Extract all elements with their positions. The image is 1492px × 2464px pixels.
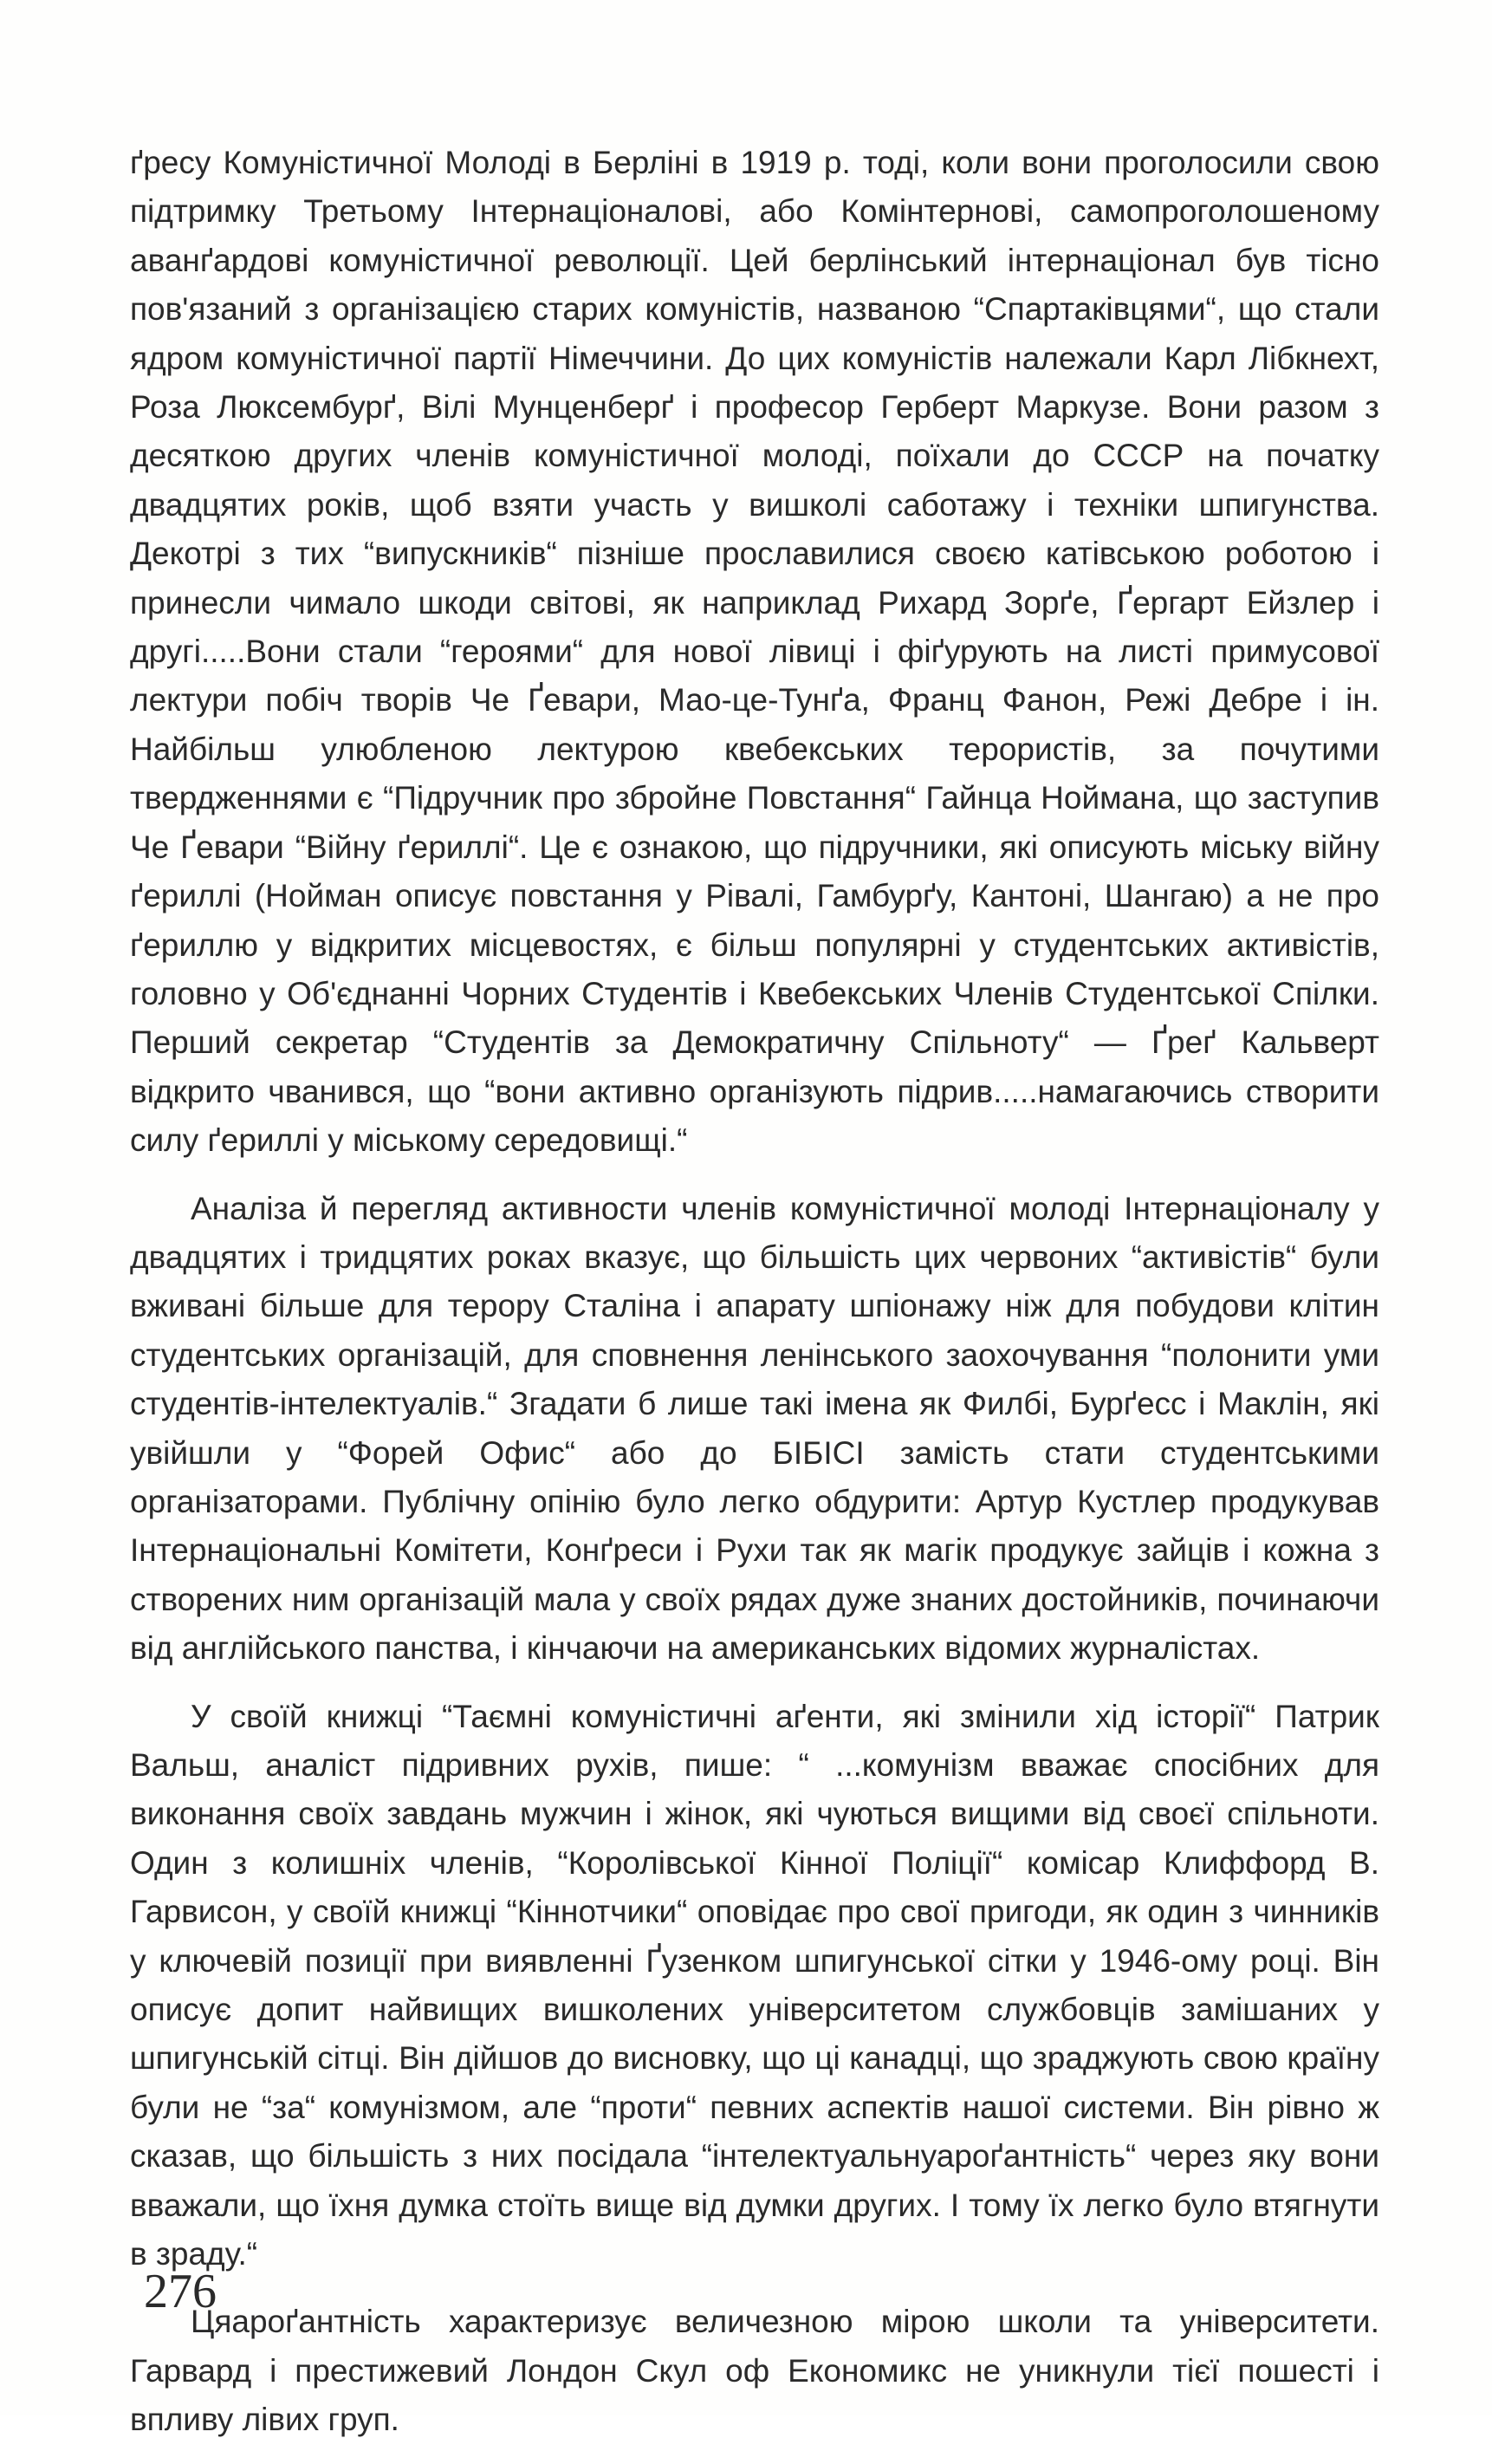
paragraph-2: Аналіза й перегляд активности членів комуністичної молоді Інтернаціоналу у двадцятих і тридцятих роках вказує, що більшість цих червоних “активістів“ були вживані більше для терору Сталіна і апарату шпіонажу ніж для побудови клітин студентських організацій, для сповнення ленінського заохочування “полонити уми студентів-інтелектуалів.“ Згадати б лише такі імена як Филбі, Бурґесс і Маклін, які увійшли у “Форей Офис“ або до БІБІСІ замість стати студентськими організаторами. Публічну опінію було легко обдурити: Артур Кустлер продукував Інтернаціональні Комітети, Конґреси і Рухи так як магік продукує зайців і кожна з створених ним організацій мала у своїх рядах дуже знаних достойників, починаючи від англійського панства, і кінчаючи на американських відомих журналістах. [130,1190,1379,1667]
paragraph-3: У своїй книжці “Таємні комуністичні аґенти, які змінили хід історії“ Патрик Вальш, аналіст підривних рухів, пише: “ ...комунізм вважає спосібних для виконання своїх завдань мужчин і жінок, які чуються вищими від своєї спільноти. Один з колишніх членів, “Королівської Кінної Поліції“ комісар Клиффорд В. Гарвисон, у своїй книжці “Кіннотчики“ оповідає про свої пригоди, як один з чинників у ключевій позиції при виявленні Ґузенком шпигунської сітки у 1946-ому році. Він описує допит найвищих вишколених університетом службовців замішаних у шпигунській сітці. Він дійшов до висновку, що ці канадці, що зраджують свою країну були не “за“ комунізмом, але “проти“ певних аспектів нашої системи. Він рівно ж сказав, що більшість з них посідала “інтелектуальнуароґантність“ через яку вони вважали, що їхня думка стоїть вище від думки других. І тому їх легко було втягнути в зраду.“ [130,1698,1379,2272]
paragraph-1: ґресу Комуністичної Молоді в Берліні в 1919 р. тоді, коли вони проголосили свою підтримку Третьому Інтернаціоналові, або Комінтернові, самопроголошеному аванґардові комуністичної революції. Цей берлінський інтернаціонал був тісно пов'язаний з організацією старих комуністів, названою “Спартаківцями“, що стали ядром комуністичної партії Німеччини. До цих комуністів належали Карл Лібкнехт, Роза Люксембурґ, Вілі Мунценберґ і професор Герберт Маркузе. Вони разом з десяткою других членів комуністичної молоді, поїхали до СССР на початку двадцятих років, щоб взяти участь у вишколі саботажу і техніки шпигунства. Декотрі з тих “випускників“ пізніше прославилися своєю катівською роботою і принесли чимало шкоди світові, як наприклад Рихард Зорґе, Ґергарт Ейзлер і другі.....Вони стали “героями“ для нової лівиці і фіґурують на листі примусової лектури побіч творів Че Ґевари, Мао-це-Тунґа, Франц Фанон, Режі Дебре і ін. Найбільш улюбленою лектурою квебекських терористів, за почутими твердженнями є “Підручник про збройне Повстання“ Гайнца Ноймана, що заступив Че Ґевари “Війну ґериллі“. Це є ознакою, що підручники, які описують міську війну ґериллі (Нойман описує повстання у Рівалі, Гамбурґу, Кантоні, Шангаю) а не про ґериллю у відкритих місцевостях, є більш популярні у студентських активістів, головно у Об'єднанні Чорних Студентів і Квебекських Членів Студентської Спілки. Перший секретар “Студентів за Демократичну Спільноту“ — Ґреґ Кальверт відкрито чванився, що “вони активно організують підрив.....намагаючись створити силу ґериллі у міському середовищі.“ [130,145,1379,1159]
paragraph-4: Цяароґантність характеризує величезною мірою школи та університети. Гарвард і престижевий Лондон Скул оф Економикс не уникнули тієї пошесті і впливу лівих груп. [130,2304,1379,2438]
body-text [130,139,1379,2464]
page-number: 276 [144,2265,217,2318]
